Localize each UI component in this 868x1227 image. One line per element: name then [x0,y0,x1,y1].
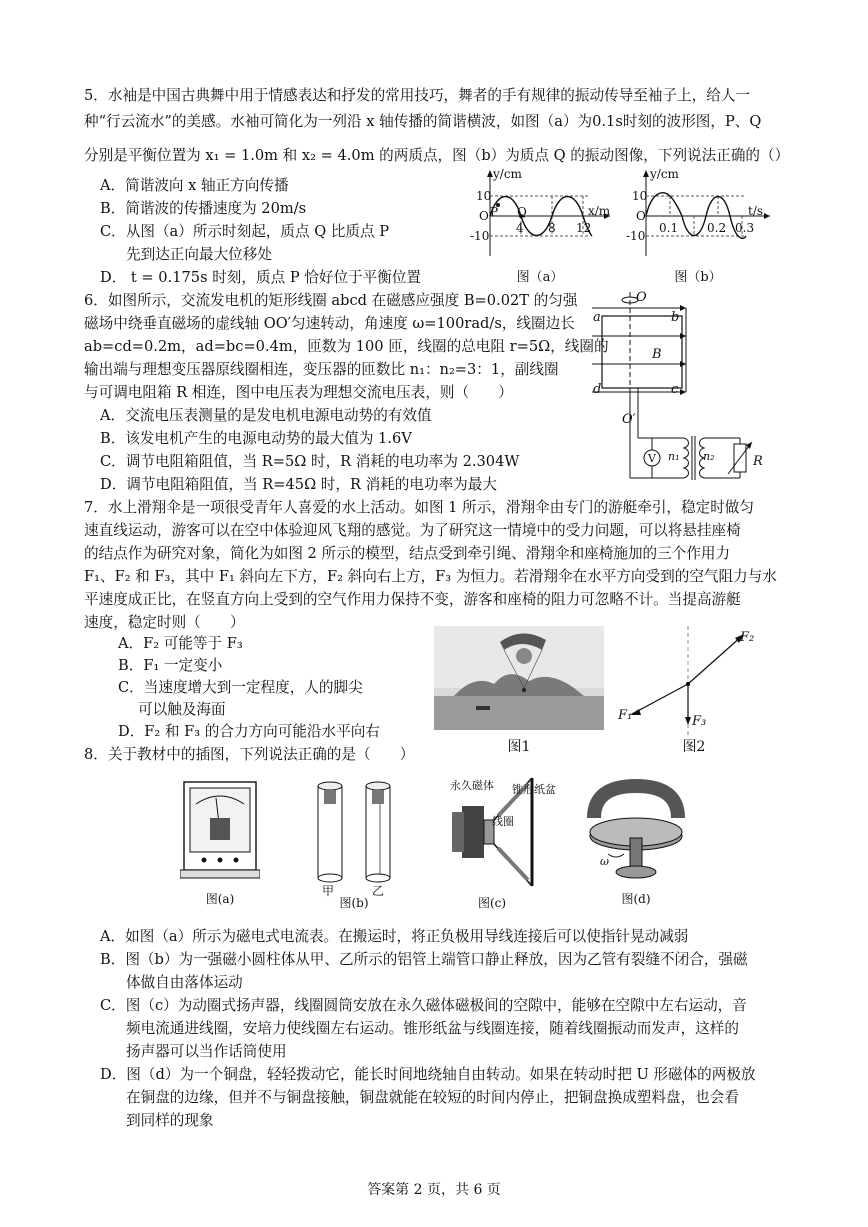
q7-fig2-label-f3: F₃ [692,714,707,729]
q5-option-a: A．简谐波向 x 轴正方向传播 [100,177,289,194]
q7-fig1-caption: 图1 [507,739,531,755]
q5-fig-b-tick-x-03: 0.3 [735,221,755,235]
q5-fig-b-origin: O [636,209,646,223]
q7-stem-line2: 速直线运动，游客可以在空中体验迎风飞翔的感觉。为了研究这一情境中的受力问题，可以将悬挂座椅 [84,522,741,539]
q6-option-d: D．调节电阻箱阻值，当 R=45Ω 时，R 消耗的电功率为最大 [100,476,497,493]
q8-option-c-line1: C．图（c）为动圈式扬声器，线圈圆筒安放在永久磁体磁极间的空隙中，能够在空隙中左右运动，音 [100,997,747,1014]
q6-fig-label-n2: n₂ [703,450,715,463]
q6-fig-label-r: R [753,454,763,469]
q6-stem-line2: 磁场中绕垂直磁场的虚线轴 OO′匀速转动，角速度 ω=100rad/s，线圈边长 [84,315,575,332]
q8-coil-label: 线圈 [492,815,514,828]
q5-stem-line2: 种“行云流水”的美感。水袖可简化为一列沿 x 轴传播的简谐横波，如图（a）为0.1s时刻的波形图，P、Q [84,113,762,130]
q6-fig-label-d: d [593,382,602,397]
q8-option-b-line2: 体做自由落体运动 [126,974,243,991]
q6-fig-label-b: b [671,310,680,325]
q5-fig-a-tick-x-8: 8 [548,221,556,235]
q7-option-d: D．F₂ 和 F₃ 的合力方向可能沿水平向右 [118,723,380,740]
q6-stem-line3: ab=cd=0.2m，ad=bc=0.4m，匝数为 100 匝，线圈的总电阻 r=5Ω，线圈的 [84,338,609,355]
q5-fig-b-tick-x-01: 0.1 [659,221,679,235]
q8-tube-yi-label: 乙 [372,884,385,898]
q5-fig-b-ylabel: y/cm [650,167,679,181]
q5-fig-b-tick-y-min: -10 [626,229,646,243]
q5-fig-b-tick-y-max: 10 [632,189,648,203]
q8-aluminium-tubes-figure [310,778,400,886]
q6-fig-label-c: c [671,382,679,397]
q7-parasail-photo [434,626,604,730]
q6-fig-label-a: a [593,310,601,325]
q5-fig-a-tick-y-max: 10 [476,189,492,203]
q7-fig2-label-f1: F₁ [618,708,633,723]
q5-fig-a-origin: O [479,209,489,223]
q5-option-c-line2: 先到达正向最大位移处 [126,246,272,263]
q7-stem-line3: 的结点作为研究对象，简化为如图 2 所示的模型，结点受到牵引绳、滑翔伞和座椅施加的三个作用力 [84,545,731,562]
q8-option-c-line3: 扬声器可以当作话筒使用 [126,1043,287,1060]
q7-option-c-line2: 可以触及海面 [138,701,226,718]
q5-fig-a-tick-x-4: 4 [516,221,524,235]
q8-fig-d-caption: 图(d) [621,892,651,906]
q6-stem-line4: 输出端与理想变压器原线圈相连，变压器的匝数比 n₁：n₂=3：1，副线圈 [84,361,559,378]
q7-stem-line6: 速度，稳定时则（ ） [84,614,245,631]
q8-fig-c-caption: 图(c) [477,896,507,910]
q7-option-c-line1: C．当速度增大到一定程度，人的脚尖 [118,679,363,696]
q8-option-a: A．如图（a）所示为磁电式电流表。在搬运时，将正负极用导线连接后可以使指针晃动减弱 [100,928,689,945]
q5-fig-a-tick-y-min: -10 [470,229,490,243]
q5-fig-a-caption: 图（a） [516,270,564,285]
q5-fig-a-xlabel: x/m [588,204,611,218]
q6-generator-circuit-figure [590,288,780,488]
q5-stem-line1: 5．水袖是中国古典舞中用于情感表达和抒发的常用技巧，舞者的手有规律的振动传导至袖子上，给人一 [84,87,751,104]
q7-option-b: B．F₁ 一定变小 [118,657,223,674]
q8-galvanometer-figure [180,778,260,890]
q5-option-c-line1: C．从图（a）所示时刻起，质点 Q 比质点 P [100,223,390,240]
q8-omega-label: ω [600,855,609,868]
q6-fig-label-o-prime: O′ [622,412,636,427]
q5-fig-a-point-p: P [490,205,499,219]
q5-fig-a-ylabel: y/cm [493,167,522,181]
q5-fig-b-xlabel: t/s [748,204,764,218]
q6-voltmeter-icon: V [648,452,656,465]
q6-option-a: A．交流电压表测量的是发电机电源电动势的有效值 [100,407,432,424]
q6-fig-label-n1: n₁ [668,450,680,463]
q8-option-d-line1: D．图（d）为一个铜盘，轻轻拨动它，能长时间地绕轴自由转动。如果在转动时把 U 形磁体的两极放 [100,1066,756,1083]
q8-option-d-line2: 在铜盘的边缘，但并不与铜盘接触，铜盘就能在较短的时间内停止，把铜盘换成塑料盘，也会看 [126,1089,739,1106]
q7-option-a: A．F₂ 可能等于 F₃ [118,635,243,652]
q8-fig-b-caption: 图(b) [339,896,369,910]
q8-option-b-line1: B．图（b）为一强磁小圆柱体从甲、乙所示的铝管上端管口静止释放，因为乙管有裂缝不闭合，强磁 [100,951,748,968]
q5-option-d: D． t = 0.175s 时刻，质点 P 恰好位于平衡位置 [100,269,422,286]
q7-stem-line4: F₁、F₂ 和 F₃，其中 F₁ 斜向左下方，F₂ 斜向右上方，F₃ 为恒力。若滑翔伞在水平方向受到的空气阻力与水 [84,568,777,585]
q5-stem-line3: 分别是平衡位置为 x₁ = 1.0m 和 x₂ = 4.0m 的两质点，图（b）为质点 Q 的振动图像，下列说法正确的（） [84,147,790,164]
page-footer: 答案第 2 页，共 6 页 [367,1182,501,1198]
q8-option-d-line3: 到同样的现象 [126,1112,214,1129]
q5-fig-b-caption: 图（b） [674,270,722,285]
q5-fig-b-tick-x-02: 0.2 [707,221,727,235]
q6-fig-label-o: O [636,290,647,305]
q5-option-b: B．简谐波的传播速度为 20m/s [100,200,307,217]
q7-fig2-caption: 图2 [682,739,706,755]
q7-stem-line1: 7．水上滑翔伞是一项很受青年人喜爱的水上活动。如图 1 所示，滑翔伞由专门的游艇牵引，稳定时做匀 [84,499,754,516]
q8-fig-a-caption: 图(a) [205,892,235,906]
q6-option-b: B．该发电机产生的电源电动势的最大值为 1.6V [100,430,412,447]
q8-option-c-line2: 频电流通进线圈，安培力使线圈左右运动。锥形纸盆与线圈连接，随着线圈振动而发声，这样的 [126,1020,739,1037]
q6-fig-label-field-b: B [652,347,662,362]
q7-stem-line5: 平速度成正比，在竖直方向上受到的空气作用力保持不变，游客和座椅的阻力可忽略不计。当提高游艇 [84,591,741,608]
q5-fig-a-tick-x-12: 12 [576,221,592,235]
q5-fig-a-point-q: Q [517,205,527,219]
q8-cone-label: 锥形纸盆 [512,783,556,796]
q8-permanent-magnet-label: 永久磁体 [450,779,494,792]
q7-fig2-label-f2: F₂ [740,630,755,645]
q8-stem: 8．关于教材中的插图，下列说法正确的是（ ） [84,746,415,763]
q8-tube-jia-label: 甲 [322,884,335,898]
q6-stem-line1: 6．如图所示，交流发电机的矩形线圈 abcd 在磁感应强度 B=0.02T 的匀强 [84,292,578,309]
q6-option-c: C．调节电阻箱阻值，当 R=5Ω 时，R 消耗的电功率为 2.304W [100,453,520,470]
q6-stem-line5: 与可调电阻箱 R 相连，图中电压表为理想交流电压表，则（ ） [84,384,513,401]
